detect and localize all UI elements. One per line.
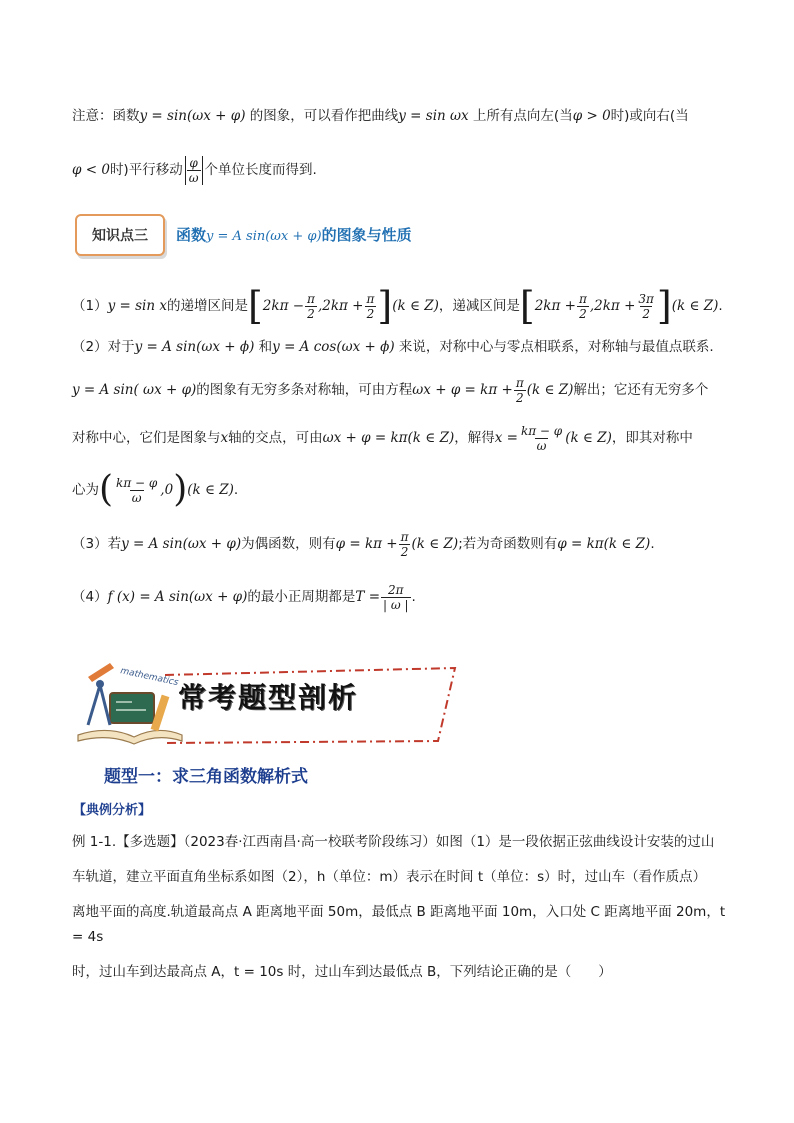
math: φ = kπ(k ∈ Z)	[557, 536, 651, 552]
item-label: （3）若	[72, 536, 122, 552]
frac-num: π	[400, 529, 409, 544]
math: 2kπ −	[262, 298, 305, 314]
math: y = A sin( ωx + φ)	[72, 382, 197, 398]
chalkboard-icon	[110, 693, 154, 723]
math: ωx + φ = kπ(k ∈ Z)	[322, 430, 455, 446]
frac-num: π	[366, 291, 375, 306]
frac-den: ω	[131, 490, 142, 505]
frac-den: 2	[400, 544, 409, 559]
fraction	[519, 424, 564, 453]
text: 和	[258, 339, 273, 355]
item-2-line-3	[72, 418, 693, 458]
example-line: 例 1-1.【多选题】（2023春·江西南昌·高一校联考阶段练习）如图（1）是一段依据正弦曲线设计安装的过山	[72, 834, 715, 850]
note-math: y = sin(ωx + φ)	[139, 108, 246, 124]
text: .	[718, 298, 723, 314]
note-line-2	[72, 150, 317, 190]
fraction	[364, 292, 376, 321]
math: ,2kπ +	[317, 298, 364, 314]
math: ,0	[160, 482, 174, 498]
math: 2kπ +	[534, 298, 576, 314]
compass-icon	[88, 685, 110, 725]
frac-num: 3π	[638, 291, 654, 306]
frac-den: 2	[579, 306, 587, 321]
math: y = sin x	[107, 298, 167, 314]
right-bracket: ]	[377, 284, 393, 328]
text: .	[233, 482, 239, 498]
item-3	[72, 524, 655, 564]
frac-num: π	[307, 291, 315, 306]
note-math: φ < 0	[72, 162, 110, 178]
example-line: 时，过山车到达最高点 A，t = 10s 时，过山车到达最低点 B，下列结论正确的是（ ）	[72, 964, 612, 980]
example-tag: 【典例分析】	[73, 803, 152, 818]
knowledge-badge	[75, 214, 165, 256]
note-text: 注意：函数	[72, 108, 140, 124]
banner-title: 常考题型剖析	[178, 681, 359, 714]
frac-num: φ	[189, 155, 198, 170]
frac-num: π	[515, 375, 524, 390]
frac-den: | ω |	[383, 597, 409, 612]
math: y = A sin(ωx + ϕ)	[134, 339, 255, 355]
example-line: 车轨道，建立平面直角坐标系如图（2），h（单位：m）表示在时间 t（单位：s）时，过山车（看作质点）	[72, 869, 707, 885]
frac-den: 2	[642, 306, 650, 321]
math: ωx + φ = kπ +	[412, 382, 513, 398]
fraction	[399, 530, 411, 559]
text: ，递减区间是	[438, 298, 520, 314]
note-math: φ > 0	[572, 108, 611, 124]
math: (k ∈ Z)	[411, 536, 459, 552]
note-text: 个单位长度而得到.	[204, 162, 317, 178]
right-bracket: ]	[656, 284, 672, 328]
item-2-line-1	[72, 337, 714, 357]
item-1	[72, 284, 723, 328]
left-bracket: [	[247, 284, 263, 328]
title-math: y = A sin(ωx + φ)	[206, 229, 322, 244]
text: 的最小正周期都是	[247, 589, 356, 605]
text: 心为	[72, 482, 99, 498]
frac-num: 2π	[388, 582, 404, 597]
math: φ = kπ +	[335, 536, 398, 552]
frac-num: kπ − φ	[116, 475, 158, 490]
item-label: （4）	[72, 589, 108, 605]
item-4	[72, 577, 416, 617]
math: T =	[355, 589, 381, 605]
item-label: （1）	[72, 298, 108, 314]
note-math: y = sin ωx	[398, 108, 469, 124]
math: (k ∈ Z)	[671, 298, 719, 314]
item-2-line-2	[72, 370, 708, 410]
note-text: 的图象，可以看作把曲线	[249, 108, 399, 124]
text: ，解得	[454, 430, 495, 446]
text: 的递增区间是	[166, 298, 248, 314]
text: .	[650, 536, 655, 552]
fraction	[514, 376, 526, 405]
item-label: （2）对于	[72, 339, 135, 355]
math: f (x) = A sin(ωx + φ)	[107, 589, 248, 605]
frac-den: 2	[366, 306, 375, 321]
text: 轴的交点，可由	[228, 430, 323, 446]
text: ;若为奇函数则有	[458, 536, 558, 552]
title-text: 的图象与性质	[321, 226, 412, 244]
math: x =	[494, 430, 518, 446]
note-text: 时)平行移动	[109, 162, 183, 178]
book-icon	[78, 730, 182, 744]
fraction	[305, 292, 317, 321]
note-text: 上所有点向左(当	[472, 108, 573, 124]
pencil-icon	[88, 663, 114, 682]
frac-num: π	[578, 291, 587, 306]
example-line: 离地平面的高度.轨道最高点 A 距离地平面 50m，最低点 B 距离地平面 10m，入口处 C 距离地平面 20m，t = 4s	[72, 904, 726, 945]
math: y = A cos(ωx + ϕ)	[272, 339, 395, 355]
math: y = A sin(ωx + φ)	[121, 536, 242, 552]
right-paren: )	[173, 469, 188, 510]
note-text: 时)或向右(当	[610, 108, 689, 124]
example-paragraph	[72, 830, 732, 985]
text: 来说，对称中心与零点相联系，对称轴与最值点联系.	[398, 339, 714, 355]
frac-den: 2	[307, 306, 315, 321]
left-bracket: [	[519, 284, 535, 328]
text: .	[411, 589, 416, 605]
fraction	[577, 292, 589, 321]
math: (k ∈ Z)	[392, 298, 439, 314]
title-text: 函数	[176, 226, 207, 244]
math: ,2kπ +	[589, 298, 636, 314]
fraction	[114, 476, 159, 505]
math: (k ∈ Z)	[187, 482, 234, 498]
frac-den: ω	[536, 438, 547, 453]
text: ，即其对称中	[611, 430, 693, 446]
knowledge-title	[176, 224, 412, 245]
chalk-text: mathematics	[119, 666, 180, 689]
frac-num: kπ − φ	[520, 423, 563, 438]
text: 为偶函数，则有	[241, 536, 336, 552]
text: 解出；它还有无穷多个	[573, 382, 709, 398]
fraction	[636, 292, 656, 321]
note-line-1	[72, 106, 689, 126]
math: (k ∈ Z)	[526, 382, 574, 398]
text: 对称中心，它们是图象与	[72, 430, 221, 446]
math: x	[220, 430, 229, 446]
left-paren: (	[99, 469, 114, 510]
frac-den: ω	[188, 170, 199, 185]
item-2-line-4	[72, 468, 238, 512]
math: (k ∈ Z)	[565, 430, 612, 446]
type-title: 题型一：求三角函数解析式	[104, 767, 308, 787]
fraction	[187, 156, 201, 185]
fraction	[381, 583, 411, 612]
badge-label: 知识点三	[92, 228, 148, 244]
text: 的图象有无穷多条对称轴，可由方程	[196, 382, 413, 398]
abs-value	[185, 156, 203, 185]
frac-den: 2	[515, 390, 524, 405]
